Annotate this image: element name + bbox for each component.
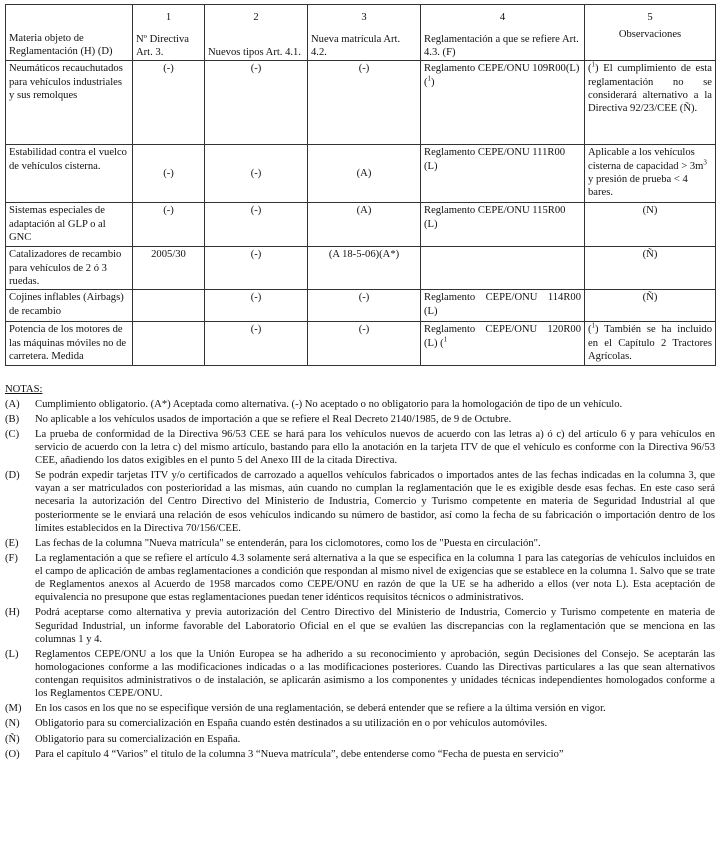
obs-text: ) También se ha incluido en el Capítulo 2 Tractores Agrícolas. <box>588 324 712 362</box>
header-nuevos-tipos: Nuevos tipos Art. 4.1. <box>205 25 308 61</box>
header-observaciones: Observaciones <box>585 25 716 61</box>
table-row <box>6 290 716 322</box>
obs-prefix: ( <box>588 63 592 75</box>
cell-materia: Neumáticos recauchutados para vehículos industriales y sus remolques <box>6 61 133 145</box>
cell-reglamento: Reglamento CEPE/ONU 114R00 (L) <box>421 290 585 322</box>
note-item <box>5 733 715 746</box>
table-row <box>6 322 716 366</box>
header-num-2: 2 <box>205 5 308 26</box>
note-text: Se podrán expedir tarjetas ITV y/o certificados de carrozado a aquellos vehículos fabricados o importados antes de las fechas indicadas en la columna 3, que vayan a ser matriculados con posterioridad a las mismas, aún cuando no cumplan la reglamentación que le es exigible desde esas fechas. En este caso será necesaria la autorización del Centro Directivo del Ministerio de Industria, Comercio y Turismo competente en materia de Seguridad Industrial al que posteriormente se le enviará una relación de esos vehículos indicando su número de bastidor, así como la fecha de su fabricación o importación dentro de los límites establecidos en la Directiva 70/156/CEE. <box>35 470 715 534</box>
cell-nuevos: (-) <box>205 290 308 322</box>
footnote-mark: 1 <box>591 60 596 69</box>
cell-observaciones: (Ñ) <box>585 290 716 322</box>
superscript: 3 <box>703 157 707 166</box>
cell-directiva: (-) <box>133 203 205 247</box>
note-tag: (A) <box>5 398 20 410</box>
cell-nuevos: (-) <box>205 247 308 290</box>
note-item <box>5 606 715 645</box>
cell-nuevos: (-) <box>205 203 308 247</box>
note-item <box>5 398 715 411</box>
cell-directiva: (-) <box>133 61 205 145</box>
note-item <box>5 413 715 426</box>
note-text: En los casos en los que no se especifique versión de una reglamentación, se deberá entender que se refiere a la última versión en vigor. <box>35 703 606 715</box>
note-text: La reglamentación a que se refiere el artículo 4.3 solamente será alternativa a la que se especifica en la columna 1 para las categorías de vehículos incluidos en el campo de aplicación de ambas reglamentaciones a condición que respondan al mismo nivel de exigencias que se establece en la columna 1. Salvo que se trate de Reglamentos anexos al Acuerdo de 1958 marcados como CEPE/ONU en razón de que la UE se ha adherido a ellos (ver nota L). Esta aceptación de equivalencia no presupone que estas reglamentaciones puedan tener idénticos requisitos técnicos o administrativos. <box>35 552 715 604</box>
header-directiva: Nº Directiva Art. 3. <box>133 25 205 61</box>
note-tag: (H) <box>5 607 20 619</box>
cell-materia: Estabilidad contra el vuelco de vehículos cisterna. <box>6 145 133 203</box>
table-row <box>6 61 716 145</box>
obs-text: ) El cumplimiento de esta reglamentación no se considerará alternativo a la Directiva 92/23/CEE (Ñ). <box>588 63 712 114</box>
note-tag: (E) <box>5 537 19 549</box>
note-item <box>5 717 715 730</box>
cell-reglamento <box>421 247 585 290</box>
cell-matricula: (A) <box>308 145 421 203</box>
cell-nuevos: (-) <box>205 145 308 203</box>
cell-nuevos: (-) <box>205 61 308 145</box>
notes-section <box>5 383 715 760</box>
cell-materia: Catalizadores de recambio para vehículos de 2 ó 3 ruedas. <box>6 247 133 290</box>
note-text: Para el capítulo 4 “Varios” el título de la columna 3 “Nueva matrícula”, debe entenderse como “Fecha de puesta en servicio” <box>35 748 564 760</box>
note-item <box>5 748 715 761</box>
table-header-row <box>6 5 716 26</box>
note-text: La prueba de conformidad de la Directiva 96/53 CEE se hará para los vehículos nuevos de acuerdo con las letras a) ó c) del artículo 6 y para vehículos en servicio de acuerdo con la letra c) del mismo artículo, bastando para ello la anotación en la tarjeta ITV de que el vehículo es conforme con la Directiva 96/53 CEE, añadiendo los datos exigibles en el punto 5 del Anexo III de la citada Directiva. <box>35 428 715 466</box>
note-tag: (Ñ) <box>5 733 20 745</box>
header-reglamentacion: Reglamentación a que se refiere Art. 4.3. (F) <box>421 25 585 61</box>
cell-materia: Potencia de los motores de las máquinas móviles no de carretera. Medida <box>6 322 133 366</box>
cell-matricula: (A 18-5-06)(A*) <box>308 247 421 290</box>
note-tag: (B) <box>5 413 20 425</box>
header-num-5: 5 <box>585 5 716 26</box>
table-row <box>6 247 716 290</box>
cell-matricula: (A) <box>308 203 421 247</box>
note-item <box>5 648 715 701</box>
note-text: No aplicable a los vehículos usados de importación a que se refiere el Real Decreto 2140/1985, de 9 de Octubre. <box>35 413 512 425</box>
cell-matricula: (-) <box>308 61 421 145</box>
reglamento-text: Reglamento CEPE/ONU 109R00(L) ( <box>424 63 580 88</box>
cell-reglamento <box>421 322 585 366</box>
header-num-4: 4 <box>421 5 585 26</box>
reglamento-tail: ) <box>431 76 435 88</box>
table-row <box>6 203 716 247</box>
note-item <box>5 537 715 550</box>
note-item <box>5 469 715 535</box>
note-tag: (C) <box>5 428 20 440</box>
note-text: Obligatorio para su comercialización en España cuando estén destinados a su utilización en o por vehículos automóviles. <box>35 718 548 730</box>
cell-reglamento: Reglamento CEPE/ONU 115R00 (L) <box>421 203 585 247</box>
obs-text-a: Aplicable a los vehículos cisterna de capacidad > 3m <box>588 147 704 172</box>
cell-observaciones <box>585 322 716 366</box>
note-tag: (D) <box>5 470 20 482</box>
cell-reglamento <box>421 61 585 145</box>
header-materia: Materia objeto de Reglamentación (H) (D) <box>6 5 133 61</box>
note-text: Las fechas de la columna "Nueva matrícula" se entenderán, para los ciclomotores, como los de "Puesta en circulación". <box>35 537 541 549</box>
cell-observaciones <box>585 61 716 145</box>
note-tag: (O) <box>5 748 20 760</box>
note-tag: (F) <box>5 552 18 564</box>
cell-directiva <box>133 322 205 366</box>
cell-directiva: 2005/30 <box>133 247 205 290</box>
table-row <box>6 145 716 203</box>
cell-nuevos: (-) <box>205 322 308 366</box>
note-item <box>5 552 715 605</box>
note-tag: (M) <box>5 703 22 715</box>
note-item <box>5 428 715 467</box>
note-item <box>5 702 715 715</box>
regulation-table <box>5 4 716 366</box>
obs-prefix: ( <box>588 324 592 336</box>
note-text: Obligatorio para su comercialización en España. <box>35 733 241 745</box>
cell-directiva: (-) <box>133 145 205 203</box>
cell-matricula: (-) <box>308 322 421 366</box>
cell-materia: Cojines inflables (Airbags) de recambio <box>6 290 133 322</box>
note-text: Cumplimiento obligatorio. (A*) Aceptada como alternativa. (-) No aceptado o no obligatorio para la homologación de tipo de un vehículo. <box>35 398 623 410</box>
cell-reglamento: Reglamento CEPE/ONU 111R00 (L) <box>421 145 585 203</box>
footnote-ref: 1 <box>443 334 448 343</box>
note-text: Reglamentos CEPE/ONU a los que la Unión Europea se ha adherido a su reconocimiento y aprobación, según Decisiones del Consejo. Se aceptarán las homologaciones conforme a las modificaciones indicadas o a las modificaciones posteriores. Cuando las Directivas particulares a las que sean alternativos contengan requisitos administrativos o de instalación, se aplicarán asimismo a los componentes y unidades técnicas independientes homologados conforme a los Reglamentos CEPE/ONU. <box>35 648 715 700</box>
header-num-3: 3 <box>308 5 421 26</box>
cell-observaciones: (Ñ) <box>585 247 716 290</box>
note-tag: (L) <box>5 648 19 660</box>
footnote-ref: 1 <box>427 73 432 82</box>
cell-observaciones: (N) <box>585 203 716 247</box>
obs-text-b: y presión de prueba < 4 bares. <box>588 173 688 198</box>
reglamento-text: Reglamento CEPE/ONU 120R00 (L) ( <box>424 324 581 349</box>
cell-directiva <box>133 290 205 322</box>
header-num-1: 1 <box>133 5 205 26</box>
cell-observaciones <box>585 145 716 203</box>
document-page <box>5 4 715 763</box>
footnote-mark: 1 <box>591 321 596 330</box>
note-text: Podrá aceptarse como alternativa y previa autorización del Centro Directivo del Ministerio de Industria, Comercio y Turismo competente en materia de Seguridad Industrial, un informe favorable del Laboratorio Oficial en el que se evalúen las discrepancias con la reglamentación que se menciona en las columnas 1 y 4. <box>35 607 715 645</box>
notes-title: NOTAS: <box>5 384 43 396</box>
cell-materia: Sistemas especiales de adaptación al GLP o al GNC <box>6 203 133 247</box>
note-tag: (N) <box>5 718 20 730</box>
cell-matricula: (-) <box>308 290 421 322</box>
header-nueva-matricula: Nueva matrícula Art. 4.2. <box>308 25 421 61</box>
